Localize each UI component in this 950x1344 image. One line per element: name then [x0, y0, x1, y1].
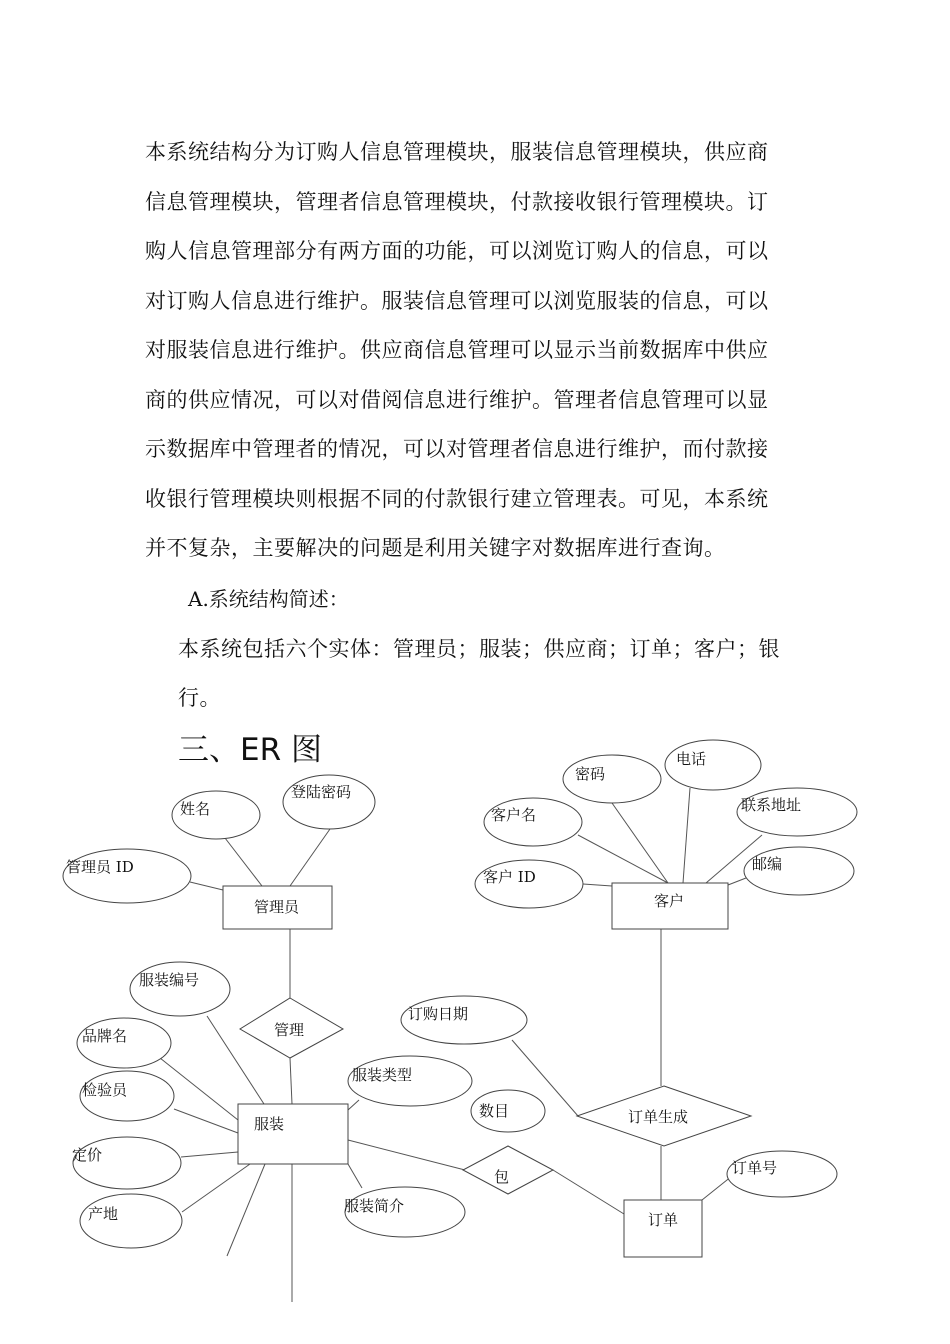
- relationship-contain-label: 包: [494, 1168, 510, 1186]
- attr-cust-name-label: 客户名: [491, 806, 537, 824]
- attr-cust-zip-label: 邮编: [752, 855, 783, 873]
- relationship-order-create-label: 订单生成: [628, 1108, 689, 1126]
- attr-cloth-type-label: 服装类型: [352, 1066, 413, 1084]
- attr-quantity-label: 数目: [479, 1102, 510, 1120]
- attr-brand-label: 品牌名: [82, 1027, 128, 1045]
- attr-cust-address-label: 联系地址: [741, 796, 802, 814]
- paragraph-line: 并不复杂，主要解决的问题是利用关键字对数据库进行查询。: [145, 536, 726, 560]
- attr-cloth-no-label: 服装编号: [139, 971, 200, 989]
- attr-cloth-intro-label: 服装简介: [344, 1197, 405, 1215]
- attr-admin-password-label: 登陆密码: [291, 783, 352, 801]
- entity-clothing-box: [238, 1104, 348, 1164]
- paragraph-line: 信息管理模块，管理者信息管理模块，付款接收银行管理模块。订: [145, 189, 769, 214]
- attr-admin-id-label: 管理员 ID: [66, 858, 134, 876]
- attr-origin-label: 产地: [88, 1205, 119, 1223]
- attr-order-no-label: 订单号: [732, 1159, 778, 1177]
- entity-admin-label: 管理员: [254, 898, 300, 916]
- entity-clothing-label: 服装: [254, 1115, 285, 1133]
- paragraph-line: 收银行管理模块则根据不同的付款银行建立管理表。可见，本系统: [145, 486, 769, 511]
- attr-order-date-label: 订购日期: [408, 1005, 469, 1023]
- entity-customer-label: 客户: [654, 892, 685, 910]
- subheading: A.系统结构简述：: [188, 587, 349, 611]
- section-title: 三、ER 图: [178, 732, 322, 768]
- paragraph-line: 本系统结构分为订购人信息管理模块，服装信息管理模块，供应商: [145, 140, 769, 164]
- attr-cust-phone-label: 电话: [676, 750, 707, 768]
- attr-inspector-label: 检验员: [82, 1081, 128, 1099]
- attr-cust-id-label: 客户 ID: [483, 868, 536, 886]
- paragraph-line: 对服装信息进行维护。供应商信息管理可以显示当前数据库中供应: [145, 338, 769, 362]
- attr-admin-name-label: 姓名: [180, 800, 211, 818]
- attr-cust-password-label: 密码: [575, 765, 606, 783]
- relationship-manage-label: 管理: [274, 1021, 305, 1039]
- paragraph-line: 购人信息管理部分有两方面的功能，可以浏览订购人的信息，可以: [145, 239, 769, 263]
- paragraph-line: 商的供应情况，可以对借阅信息进行维护。管理者信息管理可以显: [145, 387, 769, 412]
- paragraph-line: 本系统包括六个实体：管理员；服装；供应商；订单；客户；银: [178, 637, 780, 661]
- paragraph-line: 示数据库中管理者的情况，可以对管理者信息进行维护，而付款接: [145, 437, 769, 461]
- entity-order-label: 订单: [648, 1211, 679, 1229]
- attr-price-label: 定价: [72, 1146, 103, 1164]
- paragraph-line: 对订购人信息进行维护。服装信息管理可以浏览服装的信息，可以: [145, 288, 769, 313]
- paragraph-line: 行。: [178, 686, 221, 710]
